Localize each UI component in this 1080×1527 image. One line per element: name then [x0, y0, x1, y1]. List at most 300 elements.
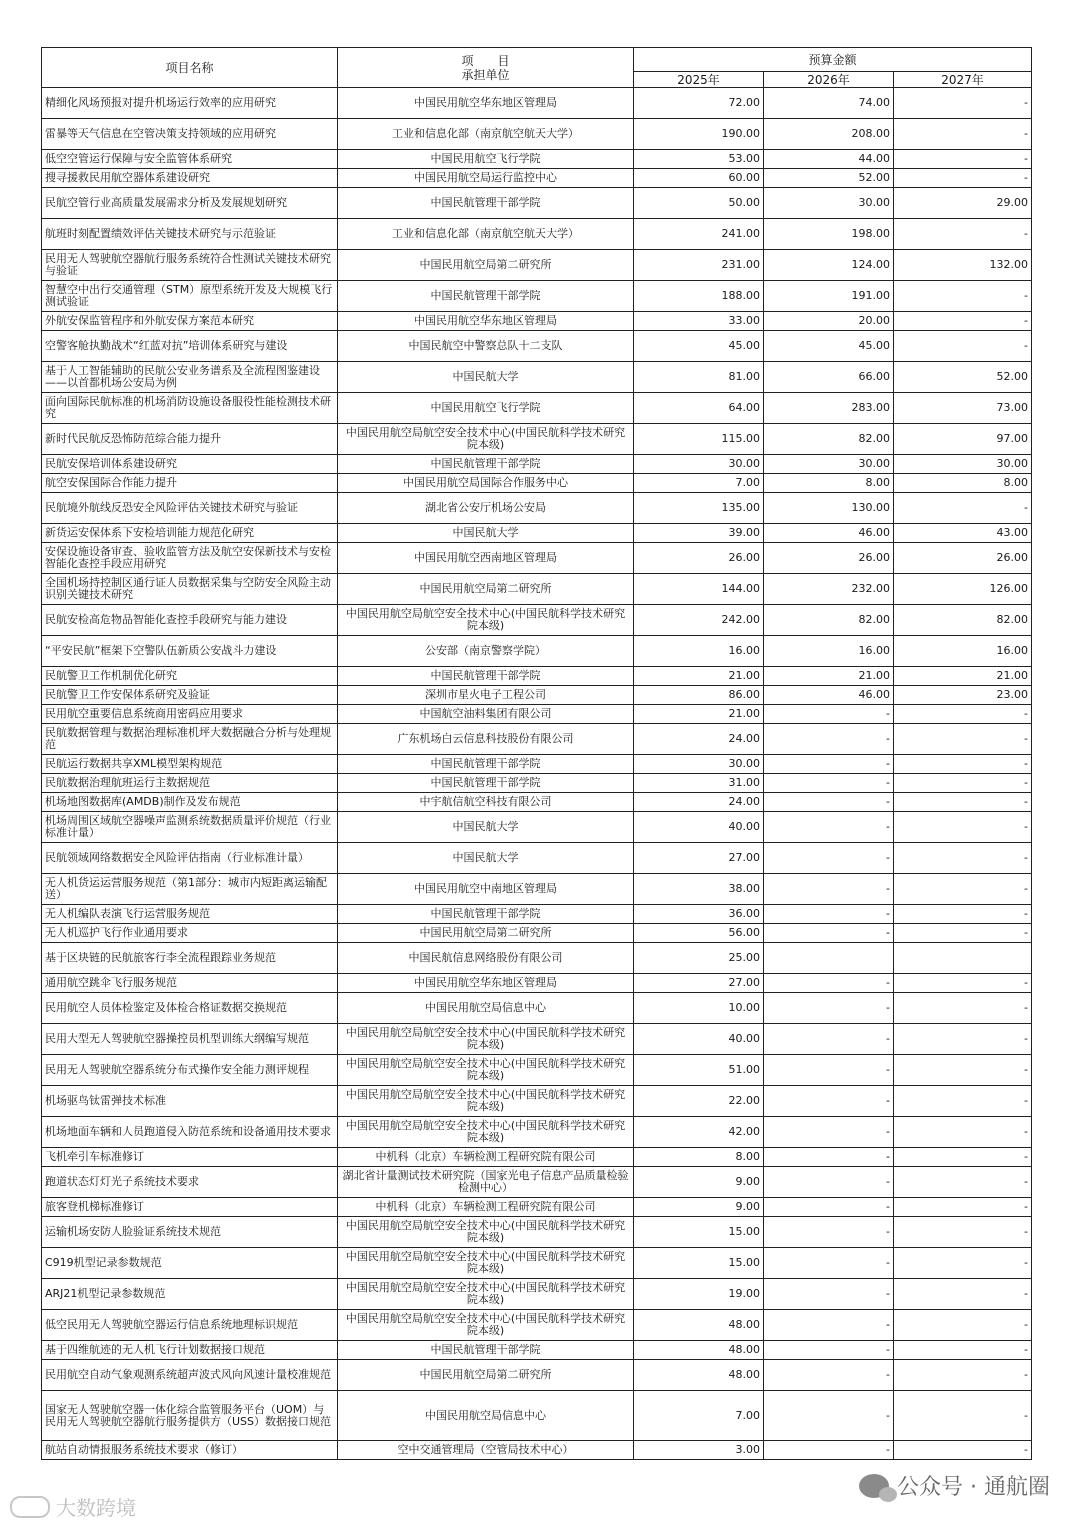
unit-cell: 中国民航大学: [338, 843, 634, 874]
project-name-cell: 民用无人驾驶航空器系统分布式操作安全能力测评规程: [42, 1055, 338, 1086]
budget-2027-cell: -: [894, 924, 1032, 943]
budget-2026-cell: 46.00: [764, 686, 894, 705]
budget-2027-cell: -: [894, 755, 1032, 774]
unit-cell: 中国民用航空华东地区管理局: [338, 312, 634, 331]
budget-2026-cell: 44.00: [764, 150, 894, 169]
project-name-cell: 面向国际民航标准的机场消防设施设备服役性能检测技术研究: [42, 393, 338, 424]
unit-cell: 中国民用航空局航空安全技术中心(中国民航科学技术研究院本级): [338, 1279, 634, 1310]
budget-2027-cell: -: [894, 993, 1032, 1024]
header-year-2025: 2025年: [634, 72, 764, 88]
project-name-cell: 精细化风场预报对提升机场运行效率的应用研究: [42, 88, 338, 119]
table-row: [42, 905, 1032, 924]
table-row: [42, 1086, 1032, 1117]
budget-2025-cell: 51.00: [634, 1055, 764, 1086]
unit-cell: 中国民用航空局国际合作服务中心: [338, 474, 634, 493]
budget-2027-cell: -: [894, 724, 1032, 755]
budget-2026-cell: 21.00: [764, 667, 894, 686]
budget-2025-cell: 45.00: [634, 331, 764, 362]
project-name-cell: 外航安保监管程序和外航安保方案范本研究: [42, 312, 338, 331]
project-name-cell: 民航空管行业高质量发展需求分析及发展规划研究: [42, 188, 338, 219]
project-name-cell: 民航安保培训体系建设研究: [42, 455, 338, 474]
budget-2027-cell: -: [894, 1360, 1032, 1391]
unit-cell: 中国民航管理干部学院: [338, 667, 634, 686]
table-row: [42, 636, 1032, 667]
budget-2026-cell: -: [764, 993, 894, 1024]
unit-cell: 中国民航管理干部学院: [338, 281, 634, 312]
budget-2027-cell: -: [894, 1167, 1032, 1198]
budget-2025-cell: 38.00: [634, 874, 764, 905]
table-row: [42, 793, 1032, 812]
table-row: [42, 250, 1032, 281]
budget-2025-cell: 144.00: [634, 574, 764, 605]
budget-2025-cell: 31.00: [634, 774, 764, 793]
watermark-brand: [10, 1492, 136, 1521]
budget-2026-cell: -: [764, 774, 894, 793]
project-name-cell: 无人机编队表演飞行运营服务规范: [42, 905, 338, 924]
project-name-cell: 运输机场安防人脸验证系统技术规范: [42, 1217, 338, 1248]
project-name-cell: 民用航空自动气象观测系统超声波式风向风速计量校准规范: [42, 1360, 338, 1391]
unit-cell: 空中交通管理局（空管局技术中心）: [338, 1441, 634, 1460]
table-row: [42, 474, 1032, 493]
budget-2025-cell: 72.00: [634, 88, 764, 119]
project-name-cell: 民用航空重要信息系统商用密码应用要求: [42, 705, 338, 724]
header-project-label: 项 目: [461, 53, 510, 68]
budget-2027-cell: -: [894, 1024, 1032, 1055]
budget-2026-cell: -: [764, 724, 894, 755]
unit-cell: 深圳市星火电子工程公司: [338, 686, 634, 705]
project-name-cell: 民用大型无人驾驶航空器操控员机型训练大纲编写规范: [42, 1024, 338, 1055]
unit-cell: 公安部（南京警察学院）: [338, 636, 634, 667]
watermark-left-text: 大数跨境: [56, 1496, 136, 1520]
budget-2026-cell: 46.00: [764, 524, 894, 543]
budget-2025-cell: 56.00: [634, 924, 764, 943]
unit-cell: 中国民用航空飞行学院: [338, 150, 634, 169]
budget-2027-cell: -: [894, 874, 1032, 905]
budget-2026-cell: -: [764, 1086, 894, 1117]
budget-2027-cell: -: [894, 705, 1032, 724]
budget-2026-cell: 30.00: [764, 455, 894, 474]
budget-2025-cell: 188.00: [634, 281, 764, 312]
unit-cell: 中国民用航空局信息中心: [338, 993, 634, 1024]
budget-2026-cell: -: [764, 1391, 894, 1441]
budget-2027-cell: -: [894, 219, 1032, 250]
wechat-icon: [859, 1474, 889, 1498]
budget-2026-cell: -: [764, 1279, 894, 1310]
budget-2027-cell: -: [894, 1279, 1032, 1310]
budget-2025-cell: 21.00: [634, 705, 764, 724]
project-name-cell: 基于四维航迹的无人机飞行计划数据接口规范: [42, 1341, 338, 1360]
table-row: [42, 455, 1032, 474]
unit-cell: 中国民用航空局第二研究所: [338, 924, 634, 943]
table-row: [42, 1024, 1032, 1055]
unit-cell: 中国民用航空西南地区管理局: [338, 543, 634, 574]
budget-2026-cell: -: [764, 1441, 894, 1460]
unit-cell: 工业和信息化部（南京航空航天大学）: [338, 119, 634, 150]
budget-2025-cell: 50.00: [634, 188, 764, 219]
unit-cell: 中国民航大学: [338, 362, 634, 393]
budget-2025-cell: 3.00: [634, 1441, 764, 1460]
budget-2026-cell: 124.00: [764, 250, 894, 281]
table-row: [42, 686, 1032, 705]
budget-2025-cell: 7.00: [634, 474, 764, 493]
table-row: [42, 705, 1032, 724]
budget-2027-cell: -: [894, 1198, 1032, 1217]
budget-2025-cell: 40.00: [634, 812, 764, 843]
table-body: [42, 88, 1032, 1460]
table-row: [42, 974, 1032, 993]
budget-2025-cell: 242.00: [634, 605, 764, 636]
project-name-cell: 新时代民航反恐怖防范综合能力提升: [42, 424, 338, 455]
watermark-right-text: 公众号 · 通航圈: [897, 1475, 1050, 1500]
unit-cell: 中国民航管理干部学院: [338, 455, 634, 474]
unit-cell: 中国民航空中警察总队十二支队: [338, 331, 634, 362]
budget-2026-cell: -: [764, 1198, 894, 1217]
budget-2026-cell: -: [764, 1217, 894, 1248]
unit-cell: 中国民用航空局航空安全技术中心(中国民航科学技术研究院本级): [338, 1310, 634, 1341]
budget-2026-cell: 232.00: [764, 574, 894, 605]
budget-2026-cell: -: [764, 705, 894, 724]
unit-cell: 中宇航信航空科技有限公司: [338, 793, 634, 812]
budget-2027-cell: -: [894, 1341, 1032, 1360]
header-year-2026: 2026年: [764, 72, 894, 88]
budget-2027-cell: 82.00: [894, 605, 1032, 636]
unit-cell: 中国民用航空飞行学院: [338, 393, 634, 424]
budget-2027-cell: -: [894, 812, 1032, 843]
budget-2025-cell: 19.00: [634, 1279, 764, 1310]
table-row: [42, 924, 1032, 943]
table-row: [42, 1391, 1032, 1441]
unit-cell: 中国民用航空局第二研究所: [338, 1360, 634, 1391]
table-row: [42, 774, 1032, 793]
budget-2026-cell: -: [764, 793, 894, 812]
unit-cell: 中机科（北京）车辆检测工程研究院有限公司: [338, 1198, 634, 1217]
project-name-cell: 无人机巡护飞行作业通用要求: [42, 924, 338, 943]
project-name-cell: 低空民用无人驾驶航空器运行信息系统地理标识规范: [42, 1310, 338, 1341]
project-name-cell: 雷暴等天气信息在空管决策支持领域的应用研究: [42, 119, 338, 150]
table-row: [42, 119, 1032, 150]
budget-2027-cell: -: [894, 281, 1032, 312]
budget-2025-cell: 42.00: [634, 1117, 764, 1148]
header-project-name: 项目名称: [42, 48, 338, 88]
budget-2026-cell: -: [764, 1055, 894, 1086]
project-name-cell: 机场驱鸟钛雷弹技术标准: [42, 1086, 338, 1117]
brand-logo-icon: [10, 1496, 50, 1518]
unit-cell: 中国民用航空局航空安全技术中心(中国民航科学技术研究院本级): [338, 1248, 634, 1279]
budget-2025-cell: 16.00: [634, 636, 764, 667]
unit-cell: 中国民用航空局第二研究所: [338, 250, 634, 281]
budget-2026-cell: 45.00: [764, 331, 894, 362]
project-name-cell: ARJ21机型记录参数规范: [42, 1279, 338, 1310]
unit-cell: 工业和信息化部（南京航空航天大学）: [338, 219, 634, 250]
budget-2026-cell: 20.00: [764, 312, 894, 331]
budget-2025-cell: 86.00: [634, 686, 764, 705]
table-row: [42, 943, 1032, 974]
budget-2027-cell: 126.00: [894, 574, 1032, 605]
table-row: [42, 331, 1032, 362]
budget-2026-cell: -: [764, 905, 894, 924]
budget-2025-cell: 115.00: [634, 424, 764, 455]
budget-2025-cell: 39.00: [634, 524, 764, 543]
project-name-cell: 国家无人驾驶航空器一体化综合监管服务平台（UOM）与民用无人驾驶航空器航行服务提供方（USS）数据接口规范: [42, 1391, 338, 1441]
unit-cell: 中国民用航空局航空安全技术中心(中国民航科学技术研究院本级): [338, 1086, 634, 1117]
budget-2026-cell: -: [764, 1024, 894, 1055]
table-row: [42, 543, 1032, 574]
unit-cell: 中国民用航空华东地区管理局: [338, 88, 634, 119]
budget-2026-cell: 74.00: [764, 88, 894, 119]
project-name-cell: 新货运安保体系下安检培训能力规范化研究: [42, 524, 338, 543]
unit-cell: 中国民航大学: [338, 812, 634, 843]
budget-2025-cell: 26.00: [634, 543, 764, 574]
budget-2027-cell: 30.00: [894, 455, 1032, 474]
table-row: [42, 424, 1032, 455]
budget-2026-cell: 191.00: [764, 281, 894, 312]
table-row: [42, 393, 1032, 424]
table-row: [42, 524, 1032, 543]
budget-2025-cell: 30.00: [634, 455, 764, 474]
budget-2027-cell: -: [894, 493, 1032, 524]
project-name-cell: 机场地图数据库(AMDB)制作及发布规范: [42, 793, 338, 812]
project-name-cell: 机场周围区域航空器噪声监测系统数据质量评价规范（行业标准计量）: [42, 812, 338, 843]
budget-2025-cell: 53.00: [634, 150, 764, 169]
budget-2026-cell: -: [764, 843, 894, 874]
unit-cell: 中国民用航空局信息中心: [338, 1391, 634, 1441]
budget-2027-cell: [894, 943, 1032, 974]
project-name-cell: 民航数据管理与数据治理标准机坪大数据融合分析与处理规范: [42, 724, 338, 755]
project-name-cell: 航站自动情报服务系统技术要求（修订）: [42, 1441, 338, 1460]
unit-cell: 中国民航管理干部学院: [338, 188, 634, 219]
table-row: [42, 1167, 1032, 1198]
budget-2026-cell: 82.00: [764, 605, 894, 636]
unit-cell: 中国民用航空华东地区管理局: [338, 974, 634, 993]
table-row: [42, 150, 1032, 169]
project-name-cell: 跑道状态灯灯光子系统技术要求: [42, 1167, 338, 1198]
table-row: [42, 843, 1032, 874]
budget-2026-cell: 130.00: [764, 493, 894, 524]
budget-2027-cell: -: [894, 1391, 1032, 1441]
budget-2026-cell: 66.00: [764, 362, 894, 393]
budget-2025-cell: 231.00: [634, 250, 764, 281]
project-name-cell: 飞机牵引车标准修订: [42, 1148, 338, 1167]
table-row: [42, 1310, 1032, 1341]
table-row: [42, 1148, 1032, 1167]
project-name-cell: 基于区块链的民航旅客行李全流程跟踪业务规范: [42, 943, 338, 974]
project-name-cell: 搜寻援救民用航空器体系建设研究: [42, 169, 338, 188]
unit-cell: 中国民航管理干部学院: [338, 905, 634, 924]
table-row: [42, 1360, 1032, 1391]
project-name-cell: 航班时刻配置绩效评估关键技术研究与示范验证: [42, 219, 338, 250]
table-row: [42, 169, 1032, 188]
table-row: [42, 574, 1032, 605]
budget-2026-cell: 283.00: [764, 393, 894, 424]
budget-2026-cell: 82.00: [764, 424, 894, 455]
budget-2025-cell: 25.00: [634, 943, 764, 974]
budget-2025-cell: 27.00: [634, 974, 764, 993]
budget-2025-cell: 10.00: [634, 993, 764, 1024]
budget-2025-cell: 24.00: [634, 793, 764, 812]
budget-2027-cell: -: [894, 169, 1032, 188]
project-name-cell: 民用无人驾驶航空器航行服务系统符合性测试关键技术研究与验证: [42, 250, 338, 281]
project-name-cell: 旅客登机梯标准修订: [42, 1198, 338, 1217]
budget-2025-cell: 21.00: [634, 667, 764, 686]
unit-cell: 中国民航管理干部学院: [338, 774, 634, 793]
table-row: [42, 312, 1032, 331]
header-budget: 预算金额: [634, 48, 1032, 72]
budget-2027-cell: -: [894, 331, 1032, 362]
budget-2027-cell: 43.00: [894, 524, 1032, 543]
unit-cell: 中国民用航空局航空安全技术中心(中国民航科学技术研究院本级): [338, 1024, 634, 1055]
budget-2025-cell: 48.00: [634, 1341, 764, 1360]
budget-2027-cell: -: [894, 1310, 1032, 1341]
budget-2027-cell: 73.00: [894, 393, 1032, 424]
budget-2025-cell: 81.00: [634, 362, 764, 393]
unit-cell: 中国民航管理干部学院: [338, 1341, 634, 1360]
budget-2027-cell: 26.00: [894, 543, 1032, 574]
unit-cell: 中机科（北京）车辆检测工程研究院有限公司: [338, 1148, 634, 1167]
project-name-cell: 机场地面车辆和人员跑道侵入防范系统和设备通用技术要求: [42, 1117, 338, 1148]
budget-2027-cell: 29.00: [894, 188, 1032, 219]
table-row: [42, 1055, 1032, 1086]
budget-2027-cell: 21.00: [894, 667, 1032, 686]
budget-2026-cell: -: [764, 1248, 894, 1279]
budget-2025-cell: 15.00: [634, 1248, 764, 1279]
budget-2025-cell: 60.00: [634, 169, 764, 188]
watermark-wechat: [859, 1470, 1050, 1501]
unit-cell: 中国航空油料集团有限公司: [338, 705, 634, 724]
project-name-cell: 航空安保国际合作能力提升: [42, 474, 338, 493]
budget-2027-cell: -: [894, 793, 1032, 812]
budget-2026-cell: 26.00: [764, 543, 894, 574]
budget-2027-cell: -: [894, 1117, 1032, 1148]
budget-table: [41, 47, 1032, 1460]
budget-2027-cell: -: [894, 1148, 1032, 1167]
project-name-cell: 民航警卫工作安保体系研究及验证: [42, 686, 338, 705]
budget-2025-cell: 135.00: [634, 493, 764, 524]
table-row: [42, 88, 1032, 119]
budget-2026-cell: -: [764, 1117, 894, 1148]
unit-cell: 中国民用航空局航空安全技术中心(中国民航科学技术研究院本级): [338, 1117, 634, 1148]
unit-cell: 中国民航大学: [338, 524, 634, 543]
project-name-cell: 民航安检高危物品智能化查控手段研究与能力建设: [42, 605, 338, 636]
unit-cell: 中国民用航空局航空安全技术中心(中国民航科学技术研究院本级): [338, 605, 634, 636]
budget-2026-cell: [764, 943, 894, 974]
project-name-cell: 智慧空中出行交通管理（STM）原型系统开发及大规模飞行测试验证: [42, 281, 338, 312]
table-row: [42, 812, 1032, 843]
project-name-cell: 空警客舱执勤战术“红蓝对抗”培训体系研究与建设: [42, 331, 338, 362]
budget-2025-cell: 27.00: [634, 843, 764, 874]
budget-2027-cell: -: [894, 119, 1032, 150]
header-unit-label: 承担单位: [461, 67, 510, 82]
unit-cell: 中国民航信息网络股份有限公司: [338, 943, 634, 974]
header-unit: [338, 48, 634, 88]
table-row: [42, 874, 1032, 905]
budget-2025-cell: 9.00: [634, 1198, 764, 1217]
budget-2026-cell: -: [764, 812, 894, 843]
unit-cell: 中国民航管理干部学院: [338, 755, 634, 774]
table-row: [42, 724, 1032, 755]
project-name-cell: 民航运行数据共享XML模型架构规范: [42, 755, 338, 774]
header-year-2027: 2027年: [894, 72, 1032, 88]
budget-2026-cell: -: [764, 1167, 894, 1198]
budget-2027-cell: -: [894, 1441, 1032, 1460]
table-row: [42, 1217, 1032, 1248]
project-name-cell: 安保设施设备审查、验收监管方法及航空安保新技术与安检智能化查控手段应用研究: [42, 543, 338, 574]
budget-2027-cell: -: [894, 312, 1032, 331]
budget-2027-cell: 8.00: [894, 474, 1032, 493]
project-name-cell: 民航境外航线反恐安全风险评估关键技术研究与验证: [42, 493, 338, 524]
budget-2025-cell: 24.00: [634, 724, 764, 755]
budget-2026-cell: -: [764, 755, 894, 774]
budget-2027-cell: -: [894, 1086, 1032, 1117]
budget-2027-cell: -: [894, 1055, 1032, 1086]
budget-2025-cell: 48.00: [634, 1310, 764, 1341]
table-row: [42, 1279, 1032, 1310]
budget-2027-cell: -: [894, 150, 1032, 169]
table-row: [42, 1198, 1032, 1217]
unit-cell: 湖北省计量测试技术研究院（国家光电子信息产品质量检验检测中心）: [338, 1167, 634, 1198]
budget-2026-cell: 198.00: [764, 219, 894, 250]
table-row: [42, 993, 1032, 1024]
project-name-cell: 无人机货运运营服务规范（第1部分：城市内短距离运输配送）: [42, 874, 338, 905]
project-name-cell: C919机型记录参数规范: [42, 1248, 338, 1279]
unit-cell: 中国民用航空中南地区管理局: [338, 874, 634, 905]
project-name-cell: 民用航空人员体检鉴定及体检合格证数据交换规范: [42, 993, 338, 1024]
table-row: [42, 1341, 1032, 1360]
budget-2025-cell: 33.00: [634, 312, 764, 331]
budget-2027-cell: -: [894, 843, 1032, 874]
table-row: [42, 1117, 1032, 1148]
table-row: [42, 219, 1032, 250]
budget-2027-cell: 23.00: [894, 686, 1032, 705]
budget-2027-cell: 16.00: [894, 636, 1032, 667]
project-name-cell: 民航警卫工作机制优化研究: [42, 667, 338, 686]
budget-2025-cell: 30.00: [634, 755, 764, 774]
budget-2026-cell: 16.00: [764, 636, 894, 667]
project-name-cell: 基于人工智能辅助的民航公安业务谱系及全流程图鉴建设——以首都机场公安局为例: [42, 362, 338, 393]
project-name-cell: 通用航空跳伞飞行服务规范: [42, 974, 338, 993]
budget-2027-cell: 97.00: [894, 424, 1032, 455]
table-row: [42, 667, 1032, 686]
budget-2027-cell: -: [894, 974, 1032, 993]
unit-cell: 中国民用航空局航空安全技术中心(中国民航科学技术研究院本级): [338, 1217, 634, 1248]
budget-2026-cell: -: [764, 1148, 894, 1167]
budget-2026-cell: 208.00: [764, 119, 894, 150]
budget-2027-cell: -: [894, 1217, 1032, 1248]
unit-cell: 中国民用航空局航空安全技术中心(中国民航科学技术研究院本级): [338, 424, 634, 455]
table-row: [42, 605, 1032, 636]
unit-cell: 中国民用航空局航空安全技术中心(中国民航科学技术研究院本级): [338, 1055, 634, 1086]
budget-2026-cell: 30.00: [764, 188, 894, 219]
unit-cell: 中国民用航空局第二研究所: [338, 574, 634, 605]
budget-2025-cell: 64.00: [634, 393, 764, 424]
budget-2025-cell: 190.00: [634, 119, 764, 150]
budget-2027-cell: -: [894, 774, 1032, 793]
budget-2025-cell: 7.00: [634, 1391, 764, 1441]
budget-2025-cell: 241.00: [634, 219, 764, 250]
project-name-cell: 民航领域网络数据安全风险评估指南（行业标准计量）: [42, 843, 338, 874]
table-row: [42, 1441, 1032, 1460]
budget-2026-cell: 8.00: [764, 474, 894, 493]
project-name-cell: 低空空管运行保障与安全监管体系研究: [42, 150, 338, 169]
table-row: [42, 281, 1032, 312]
budget-2027-cell: -: [894, 905, 1032, 924]
budget-2027-cell: 52.00: [894, 362, 1032, 393]
budget-2027-cell: 132.00: [894, 250, 1032, 281]
budget-2026-cell: -: [764, 874, 894, 905]
budget-2025-cell: 40.00: [634, 1024, 764, 1055]
unit-cell: 中国民用航空局运行监控中心: [338, 169, 634, 188]
unit-cell: 广东机场白云信息科技股份有限公司: [338, 724, 634, 755]
budget-2026-cell: -: [764, 1310, 894, 1341]
